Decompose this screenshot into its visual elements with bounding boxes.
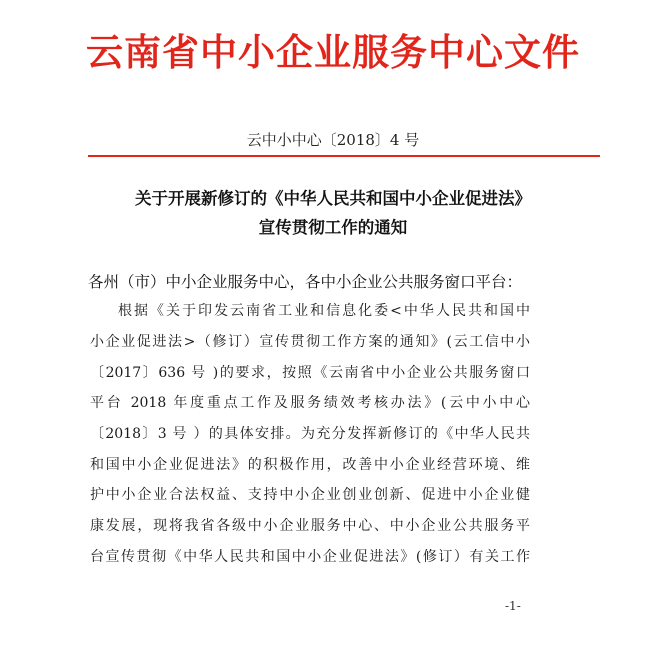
body-line: 和国中小企业促进法》的积极作用，改善中小企业经营环境、维 bbox=[90, 457, 530, 473]
body-line: 护中小企业合法权益、支持中小企业创业创新、促进中小企业健 bbox=[90, 487, 530, 503]
notice-title-line-2: 宣传贯彻工作的通知 bbox=[258, 218, 408, 237]
body-line: 台宣传贯彻《中华人民共和国中小企业促进法》(修订）有关工作 bbox=[90, 549, 530, 565]
body-line: 平台 2018 年度重点工作及服务绩效考核办法》(云中小中心 bbox=[90, 395, 530, 411]
body-line: 小企业促进法>（修订）宣传贯彻工作方案的通知》(云工信中小 bbox=[90, 334, 530, 350]
body-line: 〔2018〕3 号 ）的具体安排。为充分发挥新修订的《中华人民共 bbox=[90, 426, 530, 442]
notice-title-line-1: 关于开展新修订的《中华人民共和国中小企业促进法》 bbox=[135, 189, 531, 208]
document-number: 云中小中心〔2018〕4 号 bbox=[246, 131, 420, 149]
red-separator-line bbox=[88, 155, 600, 157]
body-line: 根据《关于印发云南省工业和信息化委<中华人民共和国中 bbox=[118, 303, 530, 319]
body-line: 康发展，现将我省各级中小企业服务中心、中小企业公共服务平 bbox=[90, 518, 530, 534]
document-masthead: 云南省中小企业服务中心文件 bbox=[86, 31, 580, 74]
body-line: 〔2017〕636 号 )的要求，按照《云南省中小企业公共服务窗口 bbox=[90, 365, 530, 381]
page-number: -1- bbox=[505, 599, 521, 613]
salutation: 各州（市）中小企业服务中心，各中小企业公共服务窗口平台： bbox=[88, 273, 523, 291]
